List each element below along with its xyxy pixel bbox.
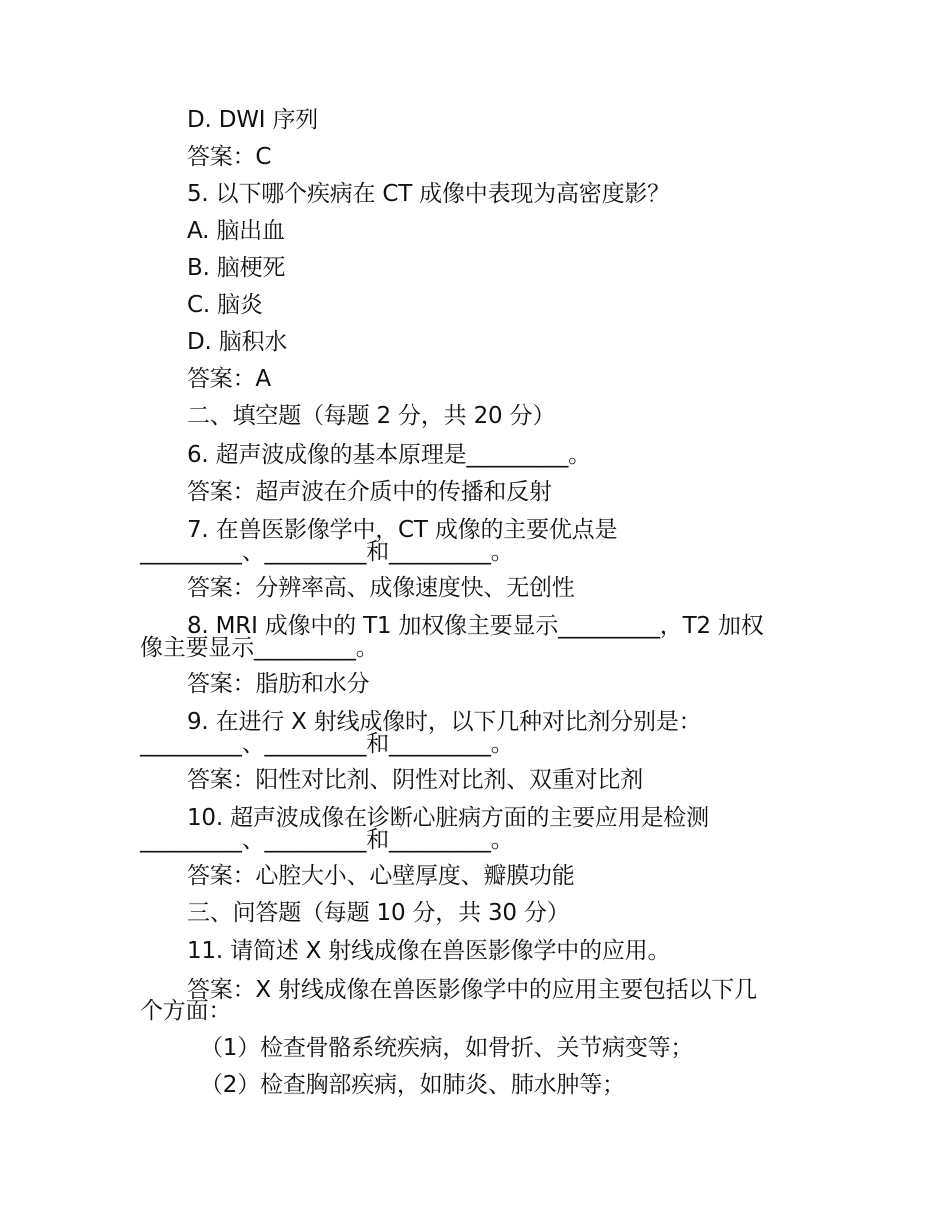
- question-11: 11. 请简述 X 射线成像在兽医影像学中的应用。: [187, 938, 671, 964]
- option-b: B. 脑梗死: [187, 255, 286, 281]
- option-c: C. 脑炎: [187, 292, 263, 318]
- answer-8: 答案：脂肪和水分: [187, 671, 370, 697]
- question-9-line-2: _________、_________和_________。: [140, 731, 514, 757]
- question-9-line-1: 9. 在进行 X 射线成像时，以下几种对比剂分别是：: [187, 709, 702, 735]
- answer-11-line-1: 答案：X 射线成像在兽医影像学中的应用主要包括以下几: [187, 977, 757, 1003]
- option-a: A. 脑出血: [187, 218, 285, 244]
- answer-11-item-1: （1）检查骨骼系统疾病，如骨折、关节病变等；: [200, 1035, 694, 1061]
- question-7-line-1: 7. 在兽医影像学中，CT 成像的主要优点是: [187, 517, 618, 543]
- option-d: D. 脑积水: [187, 329, 288, 355]
- answer-10: 答案：心腔大小、心壁厚度、瓣膜功能: [187, 863, 575, 889]
- answer-4: 答案：C: [187, 144, 272, 170]
- question-6: 6. 超声波成像的基本原理是_________。: [187, 442, 591, 468]
- question-7-line-2: _________、_________和_________。: [140, 539, 514, 565]
- section-fill-in-heading: 二、填空题（每题 2 分，共 20 分）: [187, 403, 556, 429]
- answer-5: 答案：A: [187, 366, 271, 392]
- option-d-dwi: D. DWI 序列: [187, 107, 319, 133]
- question-8-line-1: 8. MRI 成像中的 T1 加权像主要显示_________，T2 加权: [187, 613, 764, 639]
- answer-11-item-2: （2）检查胸部疾病，如肺炎、肺水肿等；: [200, 1072, 625, 1098]
- question-5: 5. 以下哪个疾病在 CT 成像中表现为高密度影？: [187, 181, 670, 207]
- answer-9: 答案：阳性对比剂、阴性对比剂、双重对比剂: [187, 767, 644, 793]
- answer-6: 答案：超声波在介质中的传播和反射: [187, 479, 552, 505]
- question-10-line-2: _________、_________和_________。: [140, 827, 514, 853]
- section-qa-heading: 三、问答题（每题 10 分，共 30 分）: [187, 900, 570, 926]
- question-10-line-1: 10. 超声波成像在诊断心脏病方面的主要应用是检测: [187, 805, 709, 831]
- question-8-line-2: 像主要显示_________。: [140, 635, 379, 661]
- answer-7: 答案：分辨率高、成像速度快、无创性: [187, 575, 575, 601]
- answer-11-line-2: 个方面：: [140, 998, 232, 1024]
